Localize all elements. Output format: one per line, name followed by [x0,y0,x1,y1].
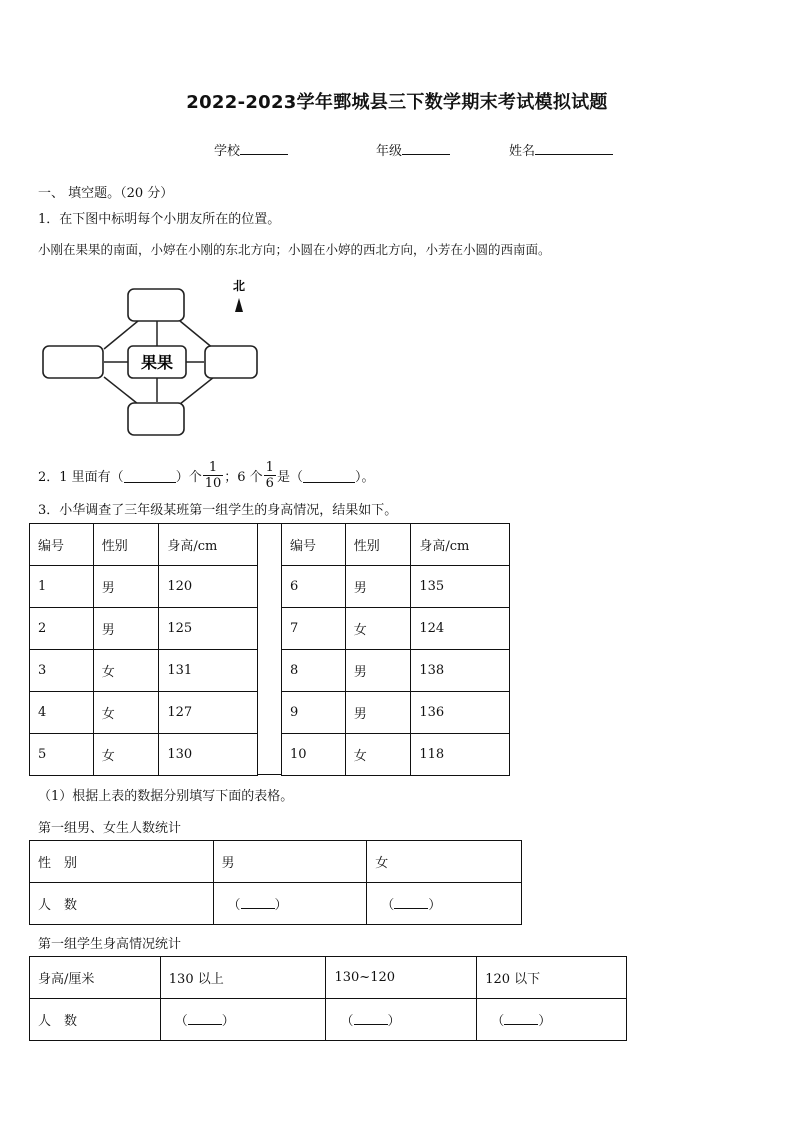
cell-height: 136 [411,692,510,734]
cell-gender: 男 [345,692,411,734]
q2-part5: ）。 [354,469,375,485]
gender-count-table [29,840,522,925]
header-id: 编号 [30,524,94,566]
cell-height: 118 [411,734,510,776]
height-range-table [29,956,627,1041]
range-130-120-header: 130~120 [326,957,477,999]
cell-gender: 女 [93,734,159,776]
male-header: 男 [213,841,367,883]
table-header-row [282,524,510,566]
cell-gender: 男 [93,608,159,650]
cell-height: 127 [159,692,258,734]
count-label: 人 数 [30,999,161,1041]
question-1-description: 小刚在果果的南面，小婷在小刚的东北方向；小圆在小婷的西北方向，小芳在小圆的西南面。 [38,242,551,257]
table2-title: 第一组男、女生人数统计 [38,821,182,836]
cell-id: 3 [30,650,94,692]
table-row [30,608,258,650]
cell-id: 5 [30,734,94,776]
cell-gender: 男 [345,566,411,608]
answer-blank[interactable] [354,1010,388,1025]
page-title: 2022-2023学年鄄城县三下数学期末考试模拟试题 [186,92,608,113]
cell-height: 130 [159,734,258,776]
count-label: 人 数 [30,883,214,925]
north-arrow-icon [235,298,243,312]
fraction-1-numerator: 1 [203,460,224,476]
cell-id: 6 [282,566,346,608]
answer-blank[interactable] [394,894,428,909]
answer-blank[interactable] [504,1010,538,1025]
name-field [509,140,613,159]
cell-gender: 男 [345,650,411,692]
west-box[interactable] [43,346,103,378]
south-box[interactable] [128,403,184,435]
cell-height: 124 [411,608,510,650]
grade-label: 年级 [376,144,403,159]
below-120-header: 120 以下 [477,957,627,999]
cell-id: 8 [282,650,346,692]
q2-part2: ）个 [175,469,202,485]
answer-blank[interactable] [188,1010,222,1025]
table-row [30,999,627,1041]
cell-id: 10 [282,734,346,776]
table-row [30,650,258,692]
male-count-cell[interactable]: （ ） [213,883,367,925]
table-row [30,566,258,608]
cell-gender: 女 [345,608,411,650]
table-row [282,566,510,608]
connector-line [180,321,214,349]
q2-blank-2[interactable] [303,468,355,483]
female-count-cell[interactable]: （ ） [367,883,522,925]
connector-line [104,377,138,404]
north-label: 北 [232,279,246,293]
school-field [214,140,288,159]
header-gender: 性别 [345,524,411,566]
table-row [30,734,258,776]
female-header: 女 [367,841,522,883]
cell-id: 4 [30,692,94,734]
fraction-1 [203,460,224,491]
question-3: 3．小华调查了三年级某班第一组学生的身高情况，结果如下。 [38,503,398,518]
cell-height: 138 [411,650,510,692]
name-label: 姓名 [509,144,536,159]
table-row [30,841,522,883]
height-table-left [29,523,258,776]
question-2 [38,455,374,495]
grade-field [376,140,450,159]
question-1: 1．在下图中标明每个小朋友所在的位置。 [38,212,281,227]
q2-blank-1[interactable] [124,468,176,483]
q2-part1: 2．1 里面有（ [38,469,124,485]
table-gap [258,523,281,775]
cell-id: 7 [282,608,346,650]
range-130-120-count-cell[interactable]: （ ） [326,999,477,1041]
fraction-2-denominator: 6 [265,475,274,491]
connector-line [180,377,214,404]
cell-id: 1 [30,566,94,608]
north-box[interactable] [128,289,184,321]
header-height: 身高/cm [159,524,258,566]
gender-header: 性 别 [30,841,214,883]
cell-gender: 女 [345,734,411,776]
center-label: 果果 [140,353,174,372]
table-row [282,692,510,734]
table-row [30,692,258,734]
above-130-header: 130 以上 [160,957,326,999]
fraction-2 [264,460,276,491]
school-label: 学校 [214,144,241,159]
table-row [30,957,627,999]
cell-gender: 女 [93,650,159,692]
fraction-2-numerator: 1 [265,459,274,475]
table-row [282,734,510,776]
above-130-count-cell[interactable]: （ ） [160,999,326,1041]
table-row [282,650,510,692]
cell-height: 125 [159,608,258,650]
cell-height: 135 [411,566,510,608]
table-row [30,883,522,925]
table-header-row [30,524,258,566]
cell-id: 2 [30,608,94,650]
table-row [282,608,510,650]
header-height: 身高/cm [411,524,510,566]
fraction-1-denominator: 10 [204,475,222,491]
school-blank[interactable] [240,140,288,155]
answer-blank[interactable] [241,894,275,909]
cell-gender: 女 [93,692,159,734]
sub-question-1: （1）根据上表的数据分别填写下面的表格。 [38,789,294,804]
cell-gender: 男 [93,566,159,608]
below-120-count-cell[interactable]: （ ） [477,999,627,1041]
height-unit-header: 身高/厘米 [30,957,161,999]
height-table-right [281,523,510,776]
grade-blank[interactable] [402,140,450,155]
name-blank[interactable] [535,140,613,155]
q2-part4: 是（ [276,469,303,485]
header-gender: 性别 [93,524,159,566]
connector-line [104,321,138,349]
q2-part3: ；6 个 [224,469,263,485]
east-box[interactable] [205,346,257,378]
cell-height: 131 [159,650,258,692]
direction-diagram [38,276,268,441]
cell-height: 120 [159,566,258,608]
section-heading: 一、 填空题。（20 分） [38,186,174,201]
header-id: 编号 [282,524,346,566]
table3-title: 第一组学生身高情况统计 [38,937,182,952]
cell-id: 9 [282,692,346,734]
